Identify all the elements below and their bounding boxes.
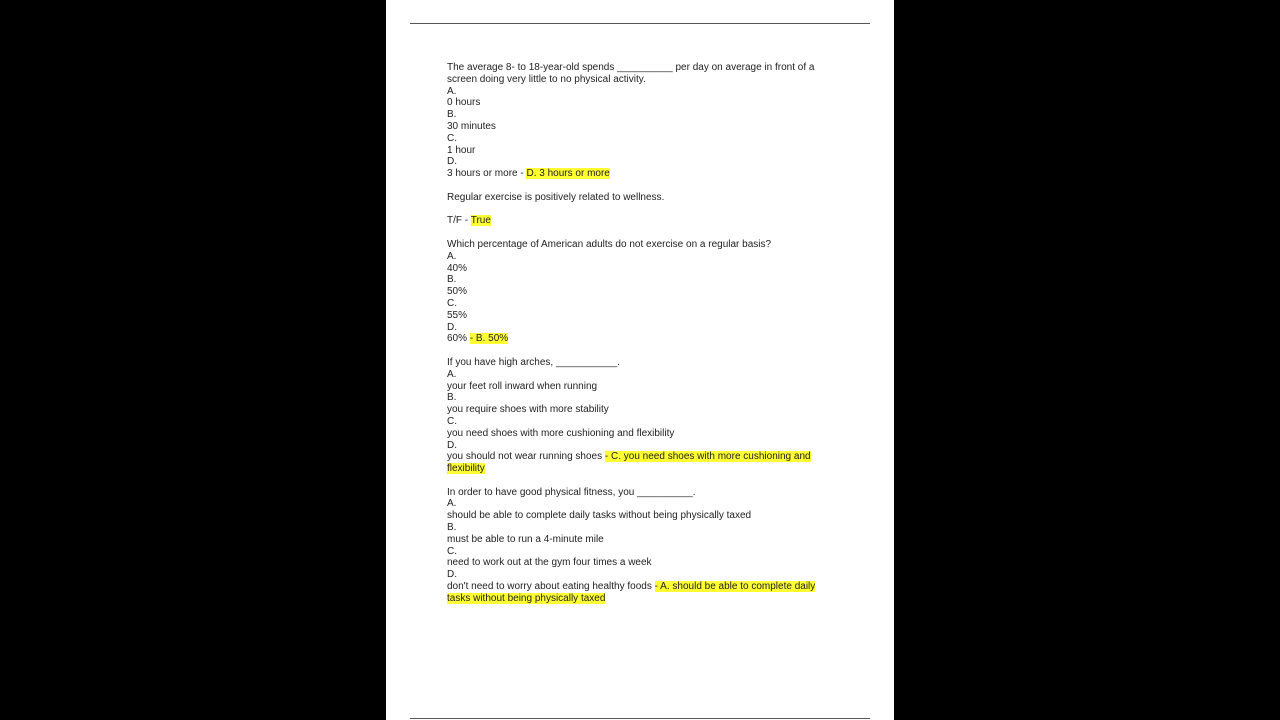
answer-separator: - — [517, 168, 527, 180]
option-letter: B. — [447, 522, 457, 534]
option-text: 30 minutes — [447, 120, 496, 132]
option-letter: C. — [447, 297, 457, 309]
tf-answer-line — [447, 215, 837, 227]
option-text: 3 hours or more — [447, 168, 518, 180]
option-text: you need shoes with more cushioning and flexibility — [447, 427, 675, 439]
last-option-with-answer — [447, 333, 837, 345]
question-2-answer — [447, 215, 837, 227]
last-option-with-answer — [447, 581, 837, 605]
question-1 — [447, 62, 837, 180]
question-prompt: The average 8- to 18-year-old spends __________ per day on average in front of a screen doing very little to no physical activity. — [447, 62, 815, 85]
answer-highlight: - A. should be able to complete daily tasks without being physically taxed — [447, 581, 816, 604]
option-letter: A. — [447, 85, 457, 97]
answer-highlight: - B. 50% — [469, 333, 509, 345]
option-letter: D. — [447, 321, 457, 333]
option-letter: C. — [447, 545, 457, 557]
question-5 — [447, 487, 837, 605]
question-prompt: If you have high arches, ___________. — [447, 356, 620, 368]
question-3 — [447, 239, 837, 345]
option-letter: D. — [447, 569, 457, 581]
answer-highlight: - C. you need shoes with more cushioning and flexibility — [447, 451, 811, 475]
option-text: 1 hour — [447, 144, 476, 156]
option-letter: B. — [447, 109, 457, 121]
question-prompt: Regular exercise is positively related to wellness. — [447, 191, 665, 203]
option-text: should be able to complete daily tasks without being physically taxed — [447, 510, 752, 522]
question-4 — [447, 357, 837, 475]
last-option-with-answer — [447, 168, 837, 180]
page-content — [447, 62, 837, 616]
option-text: need to work out at the gym four times a week — [447, 557, 652, 569]
option-letter: D. — [447, 439, 457, 451]
answer-highlight: True — [470, 215, 491, 227]
option-text: don't need to worry about eating healthy foods — [447, 581, 652, 593]
option-letter: A. — [447, 498, 457, 510]
option-letter: A. — [447, 368, 457, 380]
option-text: 60% — [447, 333, 468, 345]
last-option-with-answer — [447, 451, 837, 475]
option-text: you should not wear running shoes — [447, 451, 603, 463]
tf-prefix: T/F - — [447, 215, 471, 227]
option-text: 0 hours — [447, 97, 481, 109]
option-letter: B. — [447, 274, 457, 286]
header-rule — [410, 23, 870, 24]
option-text: 55% — [447, 309, 468, 321]
question-prompt: In order to have good physical fitness, you __________. — [447, 486, 696, 498]
option-letter: C. — [447, 132, 457, 144]
option-text: must be able to run a 4-minute mile — [447, 533, 604, 545]
question-2 — [447, 192, 837, 204]
option-letter: D. — [447, 156, 457, 168]
option-text: 40% — [447, 262, 468, 274]
document-page — [386, 0, 894, 720]
option-letter: C. — [447, 415, 457, 427]
option-text: you require shoes with more stability — [447, 404, 609, 416]
answer-highlight: D. 3 hours or more — [526, 168, 610, 180]
footer-rule — [410, 718, 870, 719]
option-text: 50% — [447, 286, 468, 298]
question-prompt: Which percentage of American adults do not exercise on a regular basis? — [447, 238, 772, 250]
option-letter: B. — [447, 392, 457, 404]
option-letter: A. — [447, 250, 457, 262]
option-text: your feet roll inward when running — [447, 380, 598, 392]
